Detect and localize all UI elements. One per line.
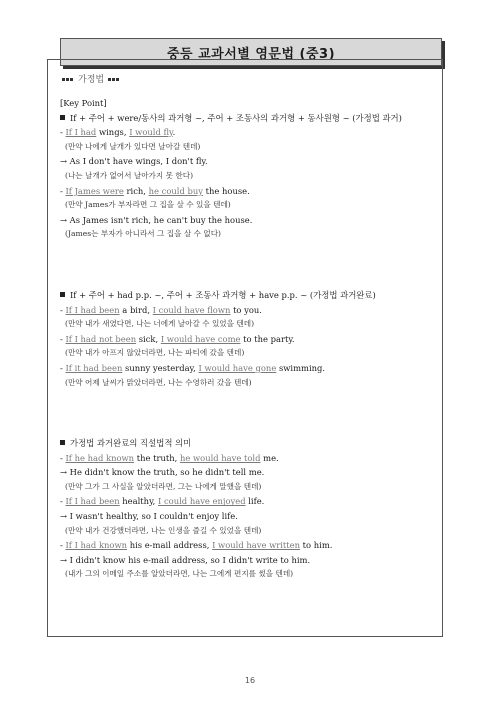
conversion-line: → He didn't know the truth, so he didn't tell me. [60,467,265,478]
example-line: - If it had been sunny yesterday, I would have gone swimming. [60,362,326,373]
korean-translation: (만약 James가 부자라면 그 집을 살 수 있을 텐데) [65,200,231,210]
condition-clause: If he had known [65,452,135,463]
square-bullets-left [62,74,74,84]
example-line: - If James were rich, he could buy the house. [60,185,250,196]
example-line: - If I had not been sick, I would have come to the party. [60,333,295,344]
rule-line [60,436,435,451]
square-bullet-icon [60,115,65,120]
korean-translation: (나는 날개가 없어서 날아가지 못 한다) [65,170,194,180]
result-clause: I could have flown [152,304,231,315]
example-line: - If I had known his e-mail address, I would have written to him. [60,540,333,551]
conversion-line: → As I don't have wings, I don't fly. [60,156,208,167]
rule-line [60,288,435,303]
rule-text: If + 주어 + were/동사의 과거형 ~, 주어 + 조동사의 과거형 + 동사원형 ~ (가정법 과거) [70,112,402,123]
condition-clause: If I had known [65,540,128,551]
example-line: - If I had wings, I would fly. [60,127,176,138]
korean-translation: (만약 어제 날씨가 맑았더라면, 나는 수영하러 갔을 텐데) [65,377,252,387]
example-line: - If he had known the truth, he would have told me. [60,452,279,463]
example-line: - If I had been healthy, I could have enjoyed life. [60,496,265,507]
condition-clause: If I had been [65,304,120,315]
section-heading [62,72,120,85]
result-clause: I would have gone [198,362,277,373]
square-bullets-right [108,74,120,84]
section-heading-text: 가정법 [78,75,105,85]
rule-line [60,111,435,126]
square-bullet-icon [60,292,65,297]
key-point-label: [Key Point] [60,98,107,108]
result-clause: I would have written [212,540,301,551]
condition-clause: If I had [65,127,97,138]
result-clause: he would have told [179,452,261,463]
conversion-line: → As James isn't rich, he can't buy the house. [60,214,253,225]
result-clause: I would have come [160,333,241,344]
korean-translation: (내가 그의 이메일 주소를 알았더라면, 나는 그에게 편지를 썼을 텐데) [65,569,294,579]
page-number: 16 [244,676,256,685]
korean-translation: (만약 내가 건강했더라면, 나는 인생을 즐길 수 있었을 텐데) [65,525,262,535]
result-clause: I could have enjoyed [158,496,246,507]
condition-clause: If James were [65,185,124,196]
result-clause: I would fly [129,127,173,138]
result-clause: he could buy [148,185,203,196]
rule-text: 가정법 과거완료의 직설법적 의미 [70,438,192,449]
condition-clause: If I had been [65,496,120,507]
example-line: - If I had been a bird, I could have flown to you. [60,304,262,315]
korean-translation: (만약 내가 아프지 않았더라면, 나는 파티에 갔을 텐데) [65,348,245,358]
korean-translation: (만약 내가 새였다면, 나는 너에게 날아갈 수 있었을 텐데) [65,319,255,329]
conversion-line: → I didn't know his e-mail address, so I didn't write to him. [60,554,311,565]
rule-text: If + 주어 + had p.p. ~, 주어 + 조동사 과거형 + have p.p. ~ (가정법 과거완료) [70,289,376,300]
square-bullet-icon [60,440,65,445]
page-title: 중등 교과서별 영문법 (중3) [60,38,442,66]
korean-translation: (만약 나에게 날개가 있다면 날아갈 텐데) [65,141,201,151]
conversion-line: → I wasn't healthy, so I couldn't enjoy life. [60,511,238,522]
lesson-content [60,96,435,582]
condition-clause: If I had not been [65,333,137,344]
korean-translation: (James는 부자가 아니라서 그 집을 살 수 없다) [65,229,222,239]
condition-clause: If it had been [65,362,123,373]
korean-translation: (만약 그가 그 사실을 알았더라면, 그는 나에게 말했을 텐데) [65,481,262,491]
